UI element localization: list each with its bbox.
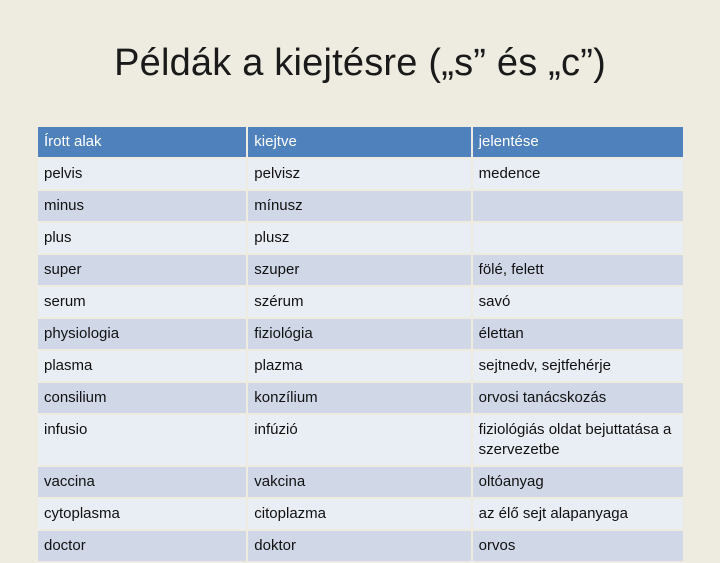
pronounced-cell: szérum — [248, 287, 470, 317]
table-row — [38, 499, 683, 529]
meaning-cell: oltóanyag — [473, 467, 683, 497]
pronounced-cell: plusz — [248, 223, 470, 253]
pronounced-cell: konzílium — [248, 383, 470, 413]
table-row — [38, 287, 683, 317]
written-form-cell: cytoplasma — [38, 499, 246, 529]
meaning-cell: élettan — [473, 319, 683, 349]
written-form-cell: doctor — [38, 531, 246, 561]
table-row — [38, 415, 683, 465]
meaning-cell: medence — [473, 159, 683, 189]
written-form-cell: minus — [38, 191, 246, 221]
header-meaning: jelentése — [473, 127, 683, 157]
table-header-row — [38, 127, 683, 157]
pronounced-cell: doktor — [248, 531, 470, 561]
pronounced-cell: pelvisz — [248, 159, 470, 189]
meaning-cell: az élő sejt alapanyaga — [473, 499, 683, 529]
written-form-cell: plasma — [38, 351, 246, 381]
pronounced-cell: fiziológia — [248, 319, 470, 349]
table-row — [38, 191, 683, 221]
meaning-cell: savó — [473, 287, 683, 317]
written-form-cell: plus — [38, 223, 246, 253]
pronounced-cell: mínusz — [248, 191, 470, 221]
written-form-cell: super — [38, 255, 246, 285]
meaning-cell: orvosi tanácskozás — [473, 383, 683, 413]
table-row — [38, 383, 683, 413]
header-written-form: Írott alak — [38, 127, 246, 157]
meaning-cell: fölé, felett — [473, 255, 683, 285]
pronunciation-table — [36, 125, 685, 563]
table-row — [38, 319, 683, 349]
pronounced-cell: citoplazma — [248, 499, 470, 529]
written-form-cell: serum — [38, 287, 246, 317]
written-form-cell: infusio — [38, 415, 246, 465]
pronounced-cell: szuper — [248, 255, 470, 285]
slide-title: Példák a kiejtésre („s” és „c”) — [114, 42, 606, 84]
written-form-cell: physiologia — [38, 319, 246, 349]
header-pronounced: kiejtve — [248, 127, 470, 157]
pronounced-cell: infúzió — [248, 415, 470, 465]
meaning-cell: sejtnedv, sejtfehérje — [473, 351, 683, 381]
meaning-cell: orvos — [473, 531, 683, 561]
meaning-cell — [473, 223, 683, 253]
table-row — [38, 159, 683, 189]
written-form-cell: consilium — [38, 383, 246, 413]
table-row — [38, 467, 683, 497]
table-row — [38, 531, 683, 561]
table-row — [38, 351, 683, 381]
meaning-cell: fiziológiás oldat bejuttatása a szervezetbe — [473, 415, 683, 465]
meaning-cell — [473, 191, 683, 221]
written-form-cell: pelvis — [38, 159, 246, 189]
written-form-cell: vaccina — [38, 467, 246, 497]
table-row — [38, 223, 683, 253]
pronounced-cell: vakcina — [248, 467, 470, 497]
pronounced-cell: plazma — [248, 351, 470, 381]
table-row — [38, 255, 683, 285]
